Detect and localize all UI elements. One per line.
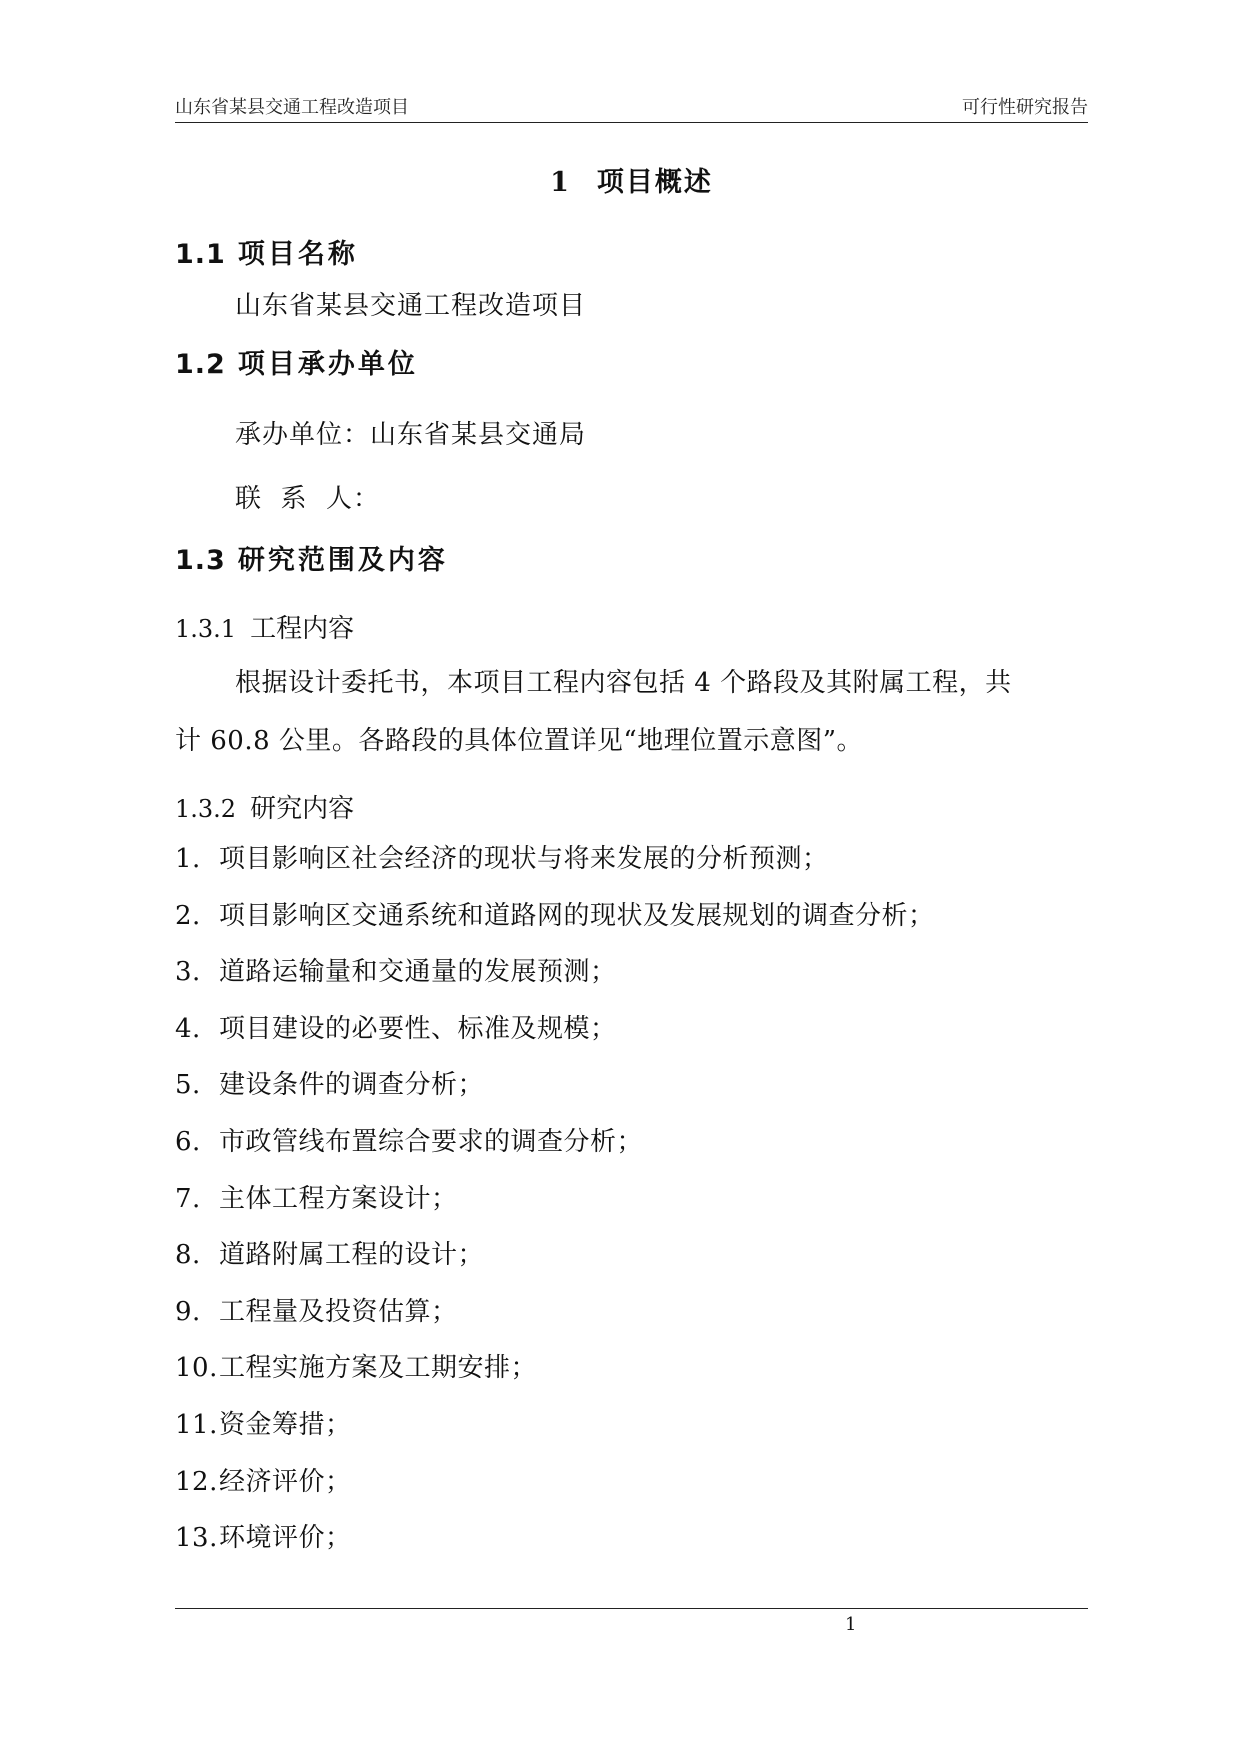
list-item: [175, 1013, 617, 1045]
subsection-title: 研究内容: [250, 794, 355, 824]
section-heading-scope: [175, 538, 448, 577]
list-item: [175, 1069, 484, 1101]
list-item: [175, 1409, 352, 1441]
chapter-number: 1: [550, 167, 571, 198]
list-item-number: 7.: [175, 1183, 201, 1214]
subsection-heading-research-content: [175, 788, 354, 825]
list-item: [175, 1239, 484, 1271]
list-item-number: 3.: [175, 957, 201, 988]
running-header-title: 山东省某县交通工程改造项目: [175, 97, 409, 118]
section-number: 1.3: [175, 545, 226, 576]
engineering-content-paragraph: [175, 654, 1088, 770]
list-item-number: 2.: [175, 900, 201, 931]
subsection-heading-engineering-content: [175, 608, 354, 645]
footer-divider: [175, 1608, 1088, 1609]
list-item-number: 5.: [175, 1070, 201, 1101]
list-item-number: 6.: [175, 1127, 201, 1157]
list-item-text: 工程实施方案及工期安排；: [219, 1353, 538, 1384]
list-item-number: 11.: [175, 1410, 218, 1440]
list-item: [175, 1466, 352, 1498]
undertaker-unit-text: 承办单位：山东省某县交通局: [235, 420, 587, 450]
list-item-text: 经济评价；: [219, 1466, 352, 1497]
list-item: [175, 1126, 643, 1158]
list-item-number: 9.: [175, 1296, 201, 1327]
list-item-text: 建设条件的调查分析；: [219, 1070, 485, 1101]
list-item-text: 道路附属工程的设计；: [219, 1240, 485, 1271]
list-item: [175, 843, 829, 875]
list-item-text: 工程量及投资估算；: [219, 1296, 458, 1327]
chapter-title-text: 项目概述: [596, 167, 713, 198]
list-item-text: 道路运输量和交通量的发展预测；: [219, 957, 617, 988]
section-title: 项目承办单位: [237, 349, 418, 380]
list-item: [175, 1522, 352, 1554]
page-number: 1: [845, 1614, 857, 1635]
subsection-number: 1.3.2: [175, 795, 237, 823]
list-item: [175, 1296, 458, 1328]
list-item-text: 项目影响区交通系统和道路网的现状及发展规划的调查分析；: [219, 900, 935, 931]
list-item-number: 12.: [175, 1466, 218, 1497]
list-item-text: 资金筹措；: [219, 1410, 352, 1440]
section-title: 项目名称: [237, 239, 358, 270]
subsection-title: 工程内容: [250, 614, 355, 644]
section-heading-project-name: [175, 232, 358, 271]
paragraph-line: 计 60.8 公里。各路段的具体位置详见“地理位置示意图”。: [175, 726, 864, 756]
section-heading-project-undertaker: [175, 342, 418, 381]
chapter-title: [175, 160, 1088, 199]
list-item-number: 13.: [175, 1523, 218, 1554]
list-item: [175, 900, 935, 932]
list-item-text: 项目影响区社会经济的现状与将来发展的分析预测；: [219, 844, 829, 874]
list-item: [175, 956, 617, 988]
paragraph-line: 根据设计委托书，本项目工程内容包括 4 个路段及其附属工程，共: [235, 668, 1012, 698]
running-header-doc-type: 可行性研究报告: [962, 97, 1088, 118]
list-item-text: 项目建设的必要性、标准及规模；: [219, 1013, 617, 1044]
list-item-text: 环境评价；: [219, 1523, 352, 1554]
section-number: 1.2: [175, 349, 226, 380]
list-item-number: 1.: [175, 844, 201, 874]
header-divider: [175, 122, 1088, 123]
list-item: [175, 1183, 458, 1215]
subsection-number: 1.3.1: [175, 615, 237, 643]
list-item-number: 8.: [175, 1240, 201, 1271]
contact-person-text: 联 系 人：: [235, 484, 381, 514]
project-name-text: 山东省某县交通工程改造项目: [235, 291, 587, 321]
section-number: 1.1: [175, 239, 226, 270]
list-item-number: 10.: [175, 1353, 218, 1384]
section-title: 研究范围及内容: [237, 545, 448, 576]
list-item-number: 4.: [175, 1013, 201, 1044]
list-item: [175, 1352, 537, 1384]
list-item-text: 主体工程方案设计；: [219, 1183, 458, 1214]
list-item-text: 市政管线布置综合要求的调查分析；: [219, 1127, 644, 1157]
